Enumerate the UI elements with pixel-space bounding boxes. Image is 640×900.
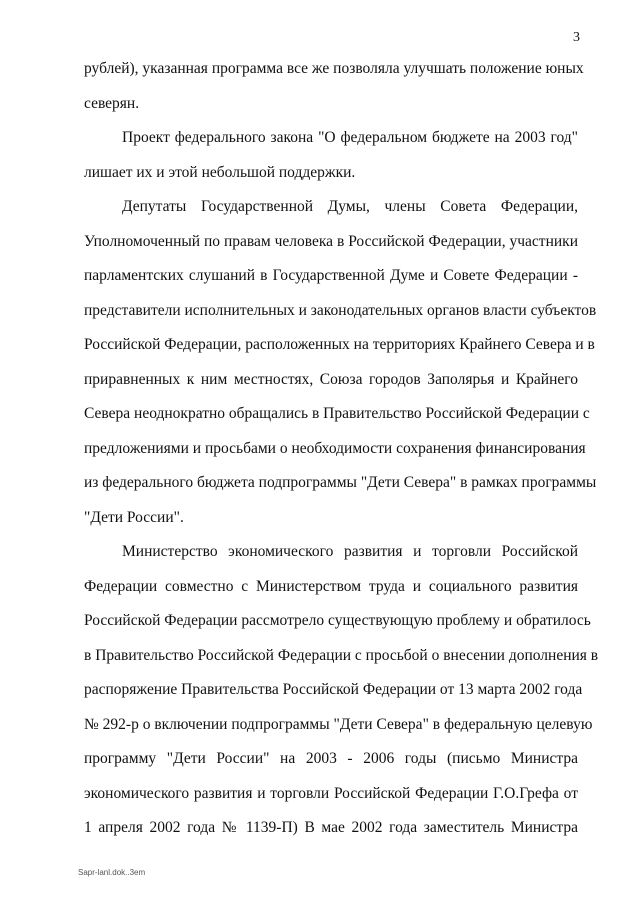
paragraph-4-line-5: распоряжение Правительства Российской Федерации от 13 марта 2002 года <box>84 681 583 698</box>
paragraph-1-line-1: рублей), указанная программа все же позволяла улучшать положение юных <box>84 60 584 77</box>
paragraph-2-line-1: Проект федерального закона "О федеральном бюджете на 2003 год" <box>122 129 578 146</box>
paragraph-3-line-7: Севера неоднократно обращались в Правительство Российской Федерации с <box>84 405 590 422</box>
paragraph-2-line-2: лишает их и этой небольшой поддержки. <box>84 163 356 181</box>
paragraph-3-line-9: из федерального бюджета подпрограммы "Дети Севера" в рамках программы <box>84 474 597 491</box>
paragraph-4-line-1: Министерство экономического развития и торговли Российской <box>122 543 578 560</box>
paragraph-4-line-6: № 292-р о включении подпрограммы "Дети Севера" в федеральную целевую <box>84 715 593 733</box>
paragraph-4-line-8: экономического развития и торговли Российской Федерации Г.О.Грефа от <box>84 784 578 802</box>
paragraph-4-line-3: Российской Федерации рассмотрело существующую проблему и обратилось <box>84 612 591 629</box>
document-body <box>84 52 599 846</box>
footer-file-path: Sapr-lanl.dok..3em <box>78 868 146 877</box>
paragraph-3-line-10: "Дети России". <box>84 508 184 526</box>
paragraph-3-line-2: Уполномоченный по правам человека в Российской Федерации, участники <box>84 232 578 250</box>
paragraph-1-line-2: северян. <box>84 94 140 112</box>
paragraph-3-line-5: Российской Федерации, расположенных на территориях Крайнего Севера и в <box>84 336 595 353</box>
paragraph-3-line-8: предложениями и просьбами о необходимости сохранения финансирования <box>84 439 586 457</box>
paragraph-3-line-4: представители исполнительных и законодательных органов власти субъектов <box>84 301 597 319</box>
paragraph-3-line-1: Депутаты Государственной Думы, члены Совета Федерации, <box>122 198 578 215</box>
paragraph-4-line-9: 1 апреля 2002 года № 1139-П) В мае 2002 года заместитель Министра <box>84 819 578 836</box>
page-number: 3 <box>573 30 580 45</box>
paragraph-4-line-4: в Правительство Российской Федерации с просьбой о внесении дополнения в <box>84 646 599 664</box>
paragraph-4-line-2: Федерации совместно с Министерством труда и социального развития <box>84 577 578 595</box>
paragraph-3-line-3: парламентских слушаний в Государственной Думе и Совете Федерации - <box>84 267 578 284</box>
paragraph-4-line-7: программу "Дети России" на 2003 - 2006 годы (письмо Министра <box>84 750 578 767</box>
paragraph-3-line-6: приравненных к ним местностях, Союза городов Заполярья и Крайнего <box>84 370 578 388</box>
